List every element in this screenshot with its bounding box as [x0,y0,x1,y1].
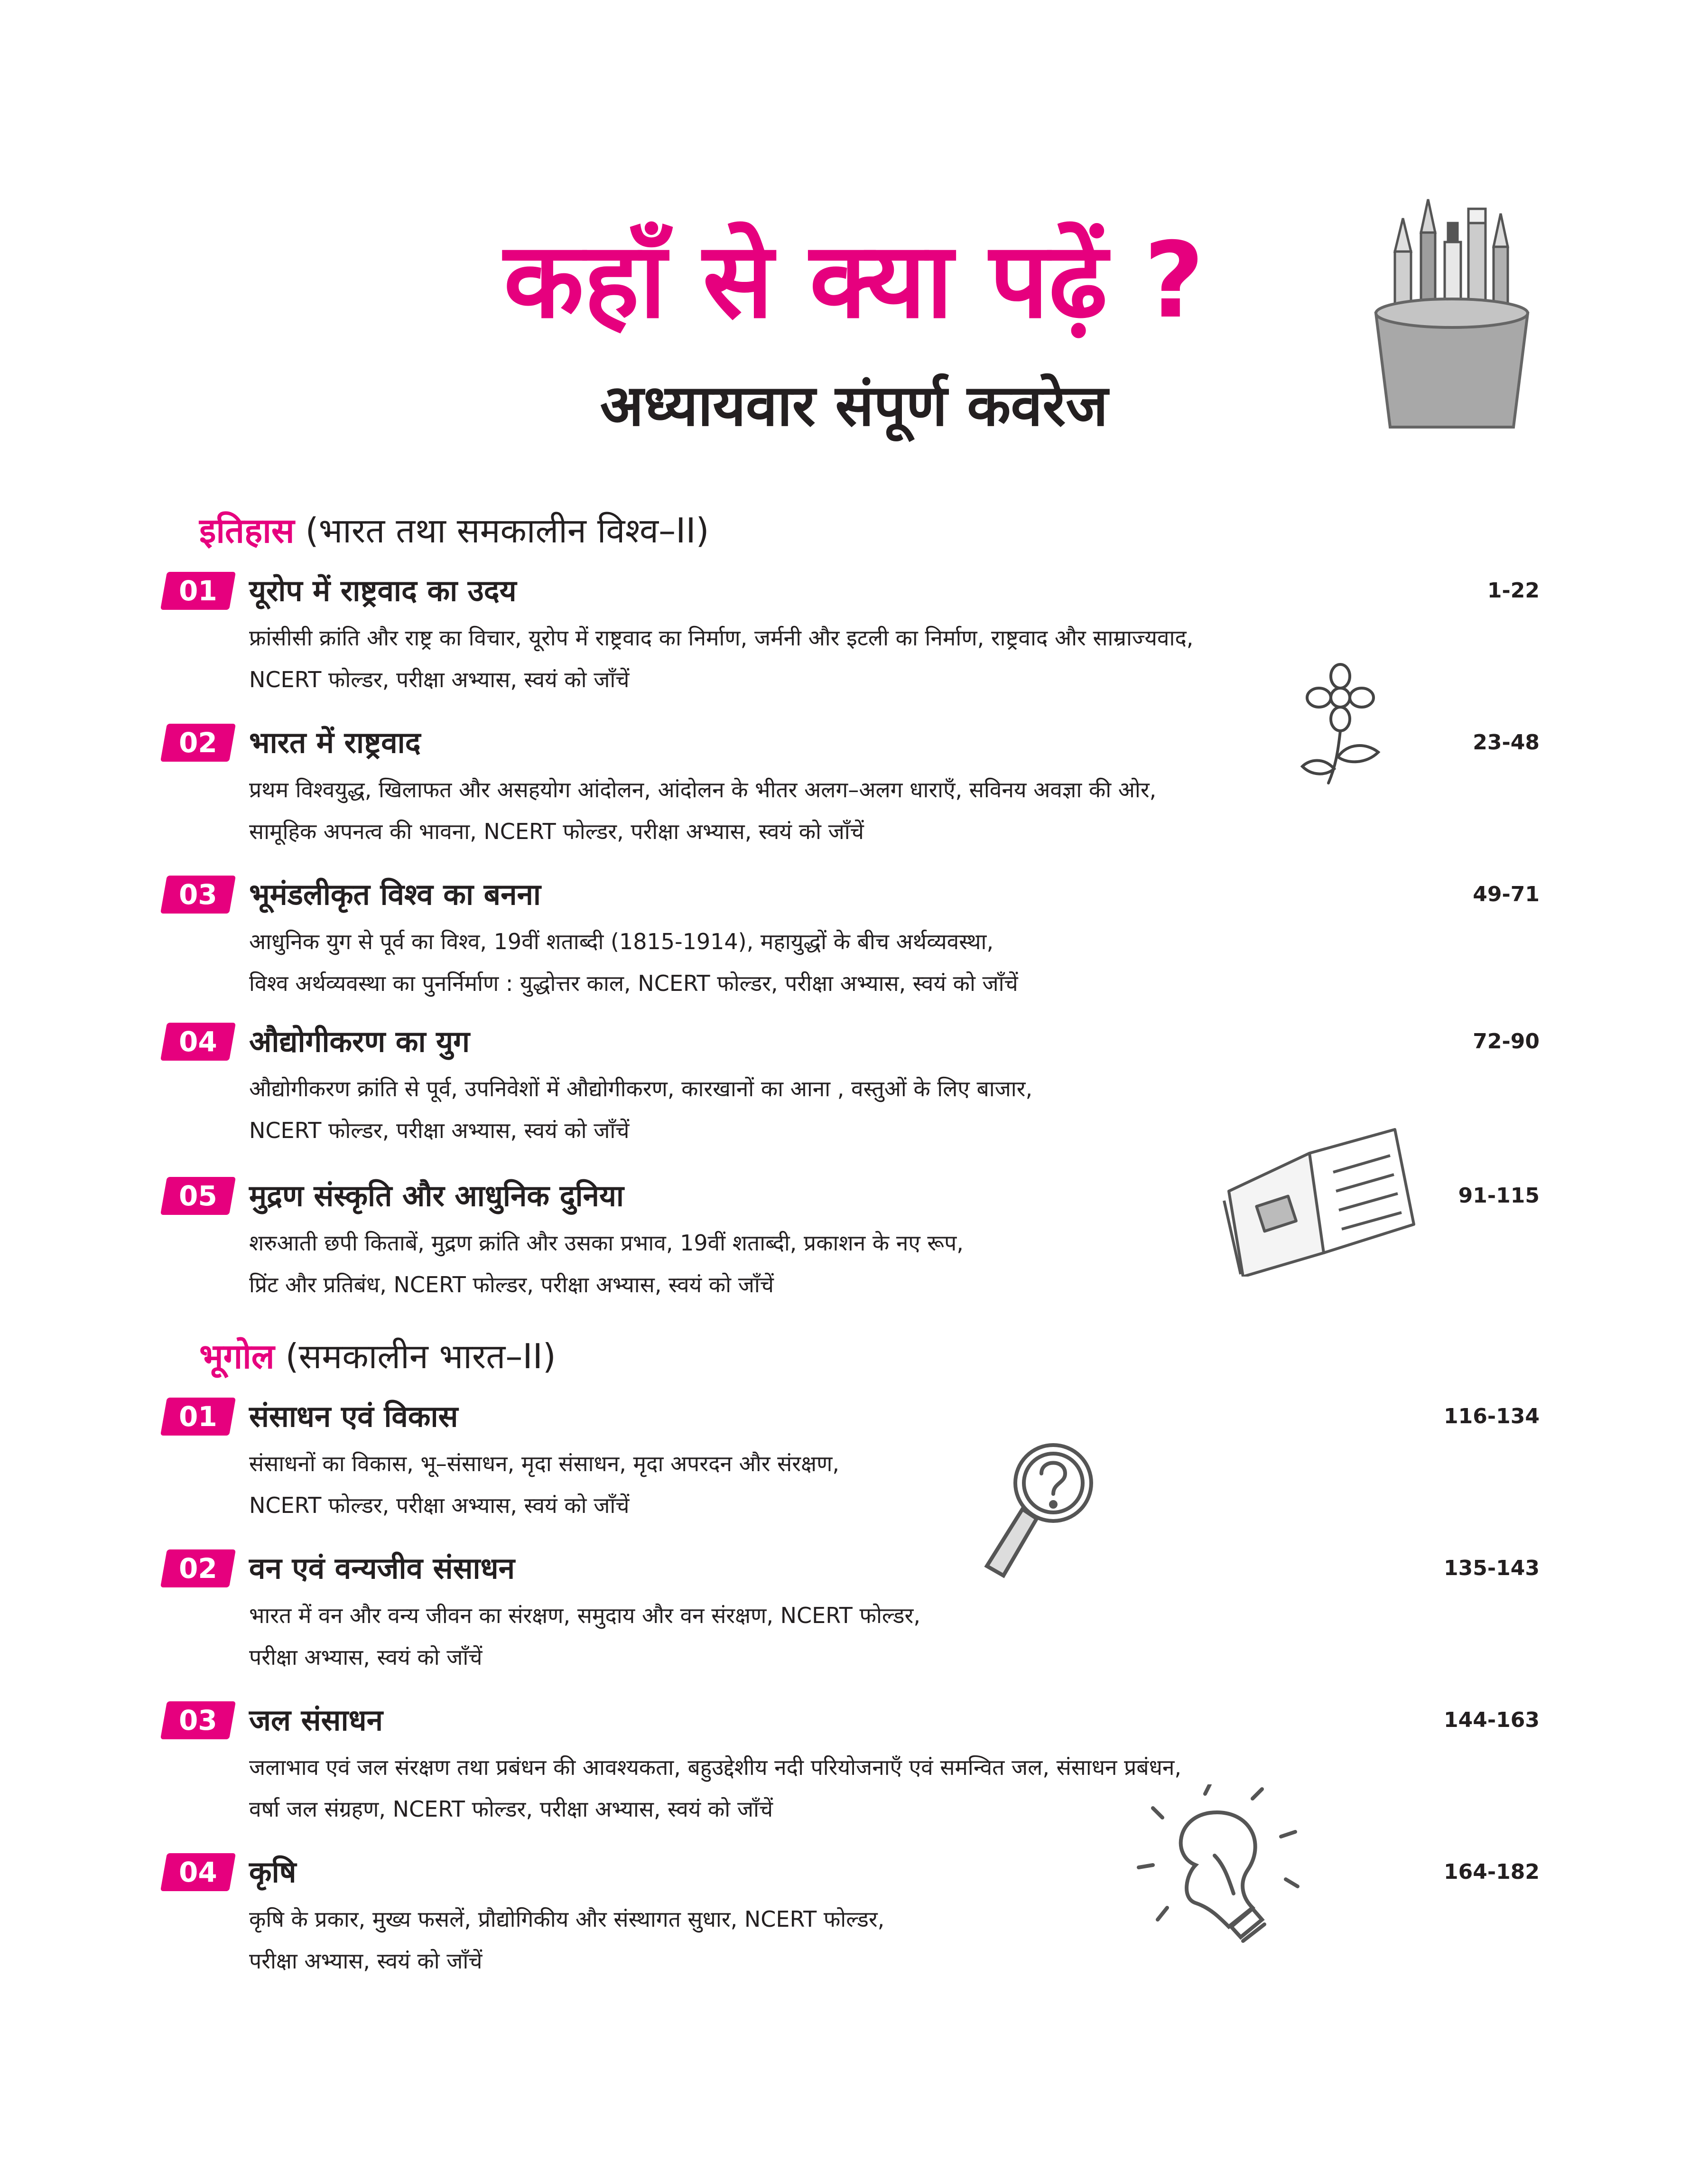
chapter-topics [249,1595,1411,1678]
topic-line: सामूहिक अपनत्व की भावना, NCERT फोल्डर, परीक्षा अभ्यास, स्वयं को जाँचें [249,819,864,844]
chapter-number-badge: 04 [160,1023,236,1061]
section-name: इतिहास [199,511,295,550]
chapter-pages: 116-134 [1444,1404,1540,1428]
section-name: भूगोल [199,1336,275,1376]
section-heading-history [199,510,709,551]
topic-line: जलाभाव एवं जल संरक्षण तथा प्रबंधन की आवश्यकता, बहुउद्देशीय नदी परियोजनाएँ एवं समन्वित जल, संसाधन प्रबंधन, [249,1754,1182,1780]
page-title: कहाँ से क्या पढ़ें ? [503,220,1205,341]
chapter-entry [164,1697,1540,1848]
chapter-pages: 164-182 [1444,1860,1540,1884]
chapter-topics [249,1443,1411,1526]
magnifier-question-icon [977,1438,1101,1585]
topic-line: भारत में वन और वन्य जीवन का संरक्षण, समुदाय और वन संरक्षण, NCERT फोल्डर, [249,1603,920,1628]
topic-line: वर्षा जल संग्रहण, NCERT फोल्डर, परीक्षा अभ्यास, स्वयं को जाँचें [249,1796,773,1822]
chapter-title: वन एवं वन्यजीव संसाधन [249,1551,515,1586]
chapter-number-badge: 05 [160,1177,236,1215]
chapter-topics [249,617,1411,700]
page-subtitle: अध्यायवार संपूर्ण कवरेज [600,373,1108,439]
flower-icon [1290,662,1390,785]
chapter-title: कृषि [249,1855,297,1889]
chapter-number-badge: 01 [160,572,236,610]
chapter-topics [249,921,1411,1004]
light-bulb-icon [1134,1784,1309,1960]
topic-line: प्रिंट और प्रतिबंध, NCERT फोल्डर, परीक्षा अभ्यास, स्वयं को जाँचें [249,1272,774,1297]
chapter-entry [164,1848,1540,2000]
topic-line: NCERT फोल्डर, परीक्षा अभ्यास, स्वयं को जाँचें [249,1118,630,1143]
section-subtitle: (भारत तथा समकालीन विश्व–II) [305,511,709,550]
chapter-number-badge: 02 [160,724,236,762]
chapter-number-badge: 01 [160,1398,236,1436]
chapter-number-badge: 03 [160,876,236,914]
chapter-title: यूरोप में राष्ट्रवाद का उदय [249,573,517,608]
chapter-pages: 72-90 [1473,1029,1540,1054]
chapter-pages: 135-143 [1444,1556,1540,1580]
topic-line: संसाधनों का विकास, भू–संसाधन, मृदा संसाधन, मृदा अपरदन और संरक्षण, [249,1451,839,1476]
section-heading-geography [199,1336,556,1377]
topic-line: NCERT फोल्डर, परीक्षा अभ्यास, स्वयं को जाँचें [249,667,630,692]
chapter-number-badge: 02 [160,1549,236,1587]
pencil-cup-icon [1366,190,1537,437]
chapter-pages: 23-48 [1473,730,1540,755]
chapter-title: संसाधन एवं विकास [249,1399,458,1434]
chapter-topics [249,769,1411,852]
topic-line: परीक्षा अभ्यास, स्वयं को जाँचें [249,1644,483,1670]
chapter-number-badge: 03 [160,1701,236,1739]
chapter-pages: 1-22 [1487,578,1540,603]
chapter-pages: 91-115 [1458,1184,1540,1208]
topic-line: प्रथम विश्वयुद्ध, खिलाफत और असहयोग आंदोलन, आंदोलन के भीतर अलग–अलग धाराएँ, सविनय अवज्ञा की ओर, [249,777,1157,802]
topic-line: कृषि के प्रकार, मुख्य फसलें, प्रौद्योगिकीय और संस्थागत सुधार, NCERT फोल्डर, [249,1906,885,1932]
section-subtitle: (समकालीन भारत–II) [285,1336,556,1376]
topic-line: परीक्षा अभ्यास, स्वयं को जाँचें [249,1948,483,1974]
chapter-pages: 49-71 [1473,882,1540,906]
chapter-title: भूमंडलीकृत विश्व का बनना [249,877,541,912]
chapter-pages: 144-163 [1444,1708,1540,1732]
topic-line: औद्योगीकरण क्रांति से पूर्व, उपनिवेशों में औद्योगीकरण, कारखानों का आना , वस्तुओं के लिए बाजार, [249,1076,1033,1101]
chapter-entry [164,1393,1540,1545]
topic-line: आधुनिक युग से पूर्व का विश्व, 19वीं शताब्दी (1815-1914), महायुद्धों के बीच अर्थव्यवस्था, [249,929,994,954]
chapter-title: औद्योगीकरण का युग [249,1024,470,1059]
open-book-icon [1215,1120,1423,1277]
topic-line: NCERT फोल्डर, परीक्षा अभ्यास, स्वयं को जाँचें [249,1493,630,1518]
chapter-entry [164,871,1540,1023]
chapter-title: जल संसाधन [249,1703,383,1737]
topic-line: फ्रांसीसी क्रांति और राष्ट्र का विचार, यूरोप में राष्ट्रवाद का निर्माण, जर्मनी और इटली का निर्माण, राष्ट्रवाद और साम्राज्यवाद, [249,625,1194,651]
topic-line: विश्व अर्थव्यवस्था का पुनर्निर्माण : युद्धोत्तर काल, NCERT फोल्डर, परीक्षा अभ्यास, स्वयं को जाँचें [249,970,1018,996]
chapter-entry [164,1545,1540,1697]
chapter-title: भारत में राष्ट्रवाद [249,725,421,760]
topic-line: शरुआती छपी किताबें, मुद्रण क्रांति और उसका प्रभाव, 19वीं शताब्दी, प्रकाशन के नए रूप, [249,1230,964,1256]
chapter-number-badge: 04 [160,1853,236,1891]
chapter-title: मुद्रण संस्कृति और आधुनिक दुनिया [249,1178,624,1213]
